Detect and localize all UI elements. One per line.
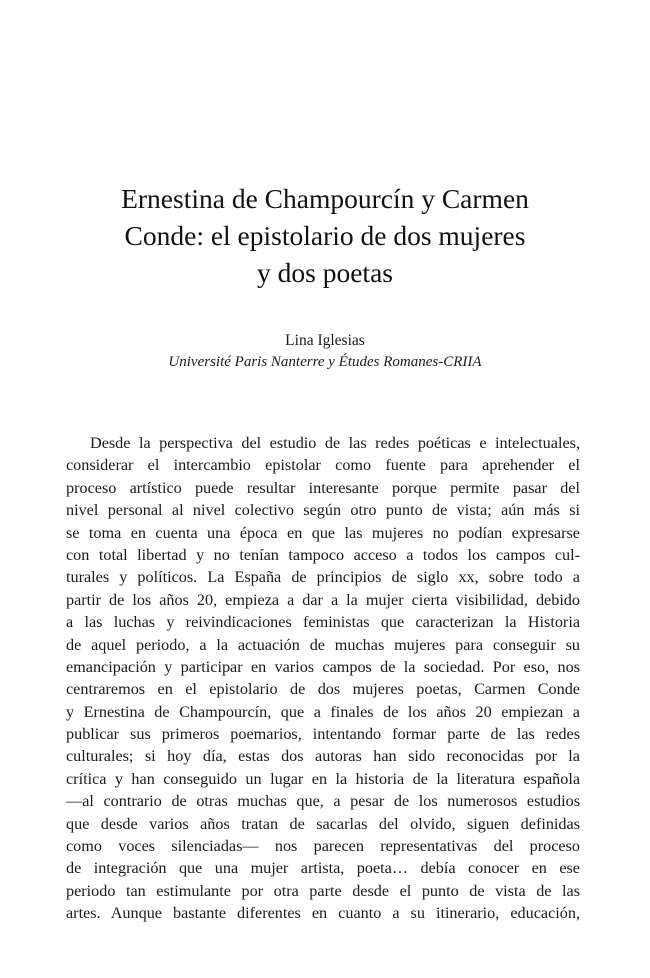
paragraph-line: emancipación y participar en varios campos de la sociedad. Por eso, nos bbox=[66, 657, 580, 676]
title-line: Ernestina de Champourcín y Carmen bbox=[121, 183, 529, 214]
paragraph-line: y Ernestina de Champourcín, que a finales de los años 20 empiezan a bbox=[66, 702, 580, 721]
paragraph-line: de integración que una mujer artista, poeta… debía conocer en ese bbox=[66, 859, 580, 878]
paragraph-line: partir de los años 20, empieza a dar a la mujer cierta visibilidad, debido bbox=[66, 590, 580, 609]
paragraph-line: Desde la perspectiva del estudio de las redes poéticas e intelectuales, bbox=[90, 434, 580, 452]
paragraph-line: periodo tan estimulante por otra parte desde el punto de vista de las bbox=[66, 881, 580, 900]
title-line: y dos poetas bbox=[257, 257, 393, 288]
paragraph-line: proceso artístico puede resultar interesante porque permite pasar del bbox=[66, 478, 580, 497]
paragraph-line: con total libertad y no tenían tampoco acceso a todos los campos cul- bbox=[66, 545, 580, 564]
paragraph-line: centraremos en el epistolario de dos mujeres poetas, Carmen Conde bbox=[66, 680, 580, 699]
paragraph-line: crítica y han conseguido un lugar en la historia de la literatura española bbox=[66, 769, 580, 788]
paragraph-line: considerar el intercambio epistolar como fuente para aprehender el bbox=[66, 456, 580, 475]
paragraph-line: turales y políticos. La España de principios de siglo xx, sobre todo a bbox=[66, 568, 580, 587]
title-line: Conde: el epistolario de dos mujeres bbox=[124, 220, 526, 251]
paragraph-line: a las luchas y reivindicaciones feministas que caracterizan la Historia bbox=[66, 613, 580, 632]
paragraph-line: publicar sus primeros poemarios, intentando formar parte de las redes bbox=[66, 725, 580, 744]
paragraph-line: artes. Aunque bastante diferentes en cuanto a su itinerario, educación, bbox=[66, 904, 580, 923]
author-affiliation: Université Paris Nanterre y Études Romanes-CRIIA bbox=[168, 354, 482, 370]
paragraph-line: de aquel periodo, a la actuación de muchas mujeres para conseguir su bbox=[66, 635, 580, 654]
paragraph-line: se toma en cuenta una época en que las mujeres no podían expresarse bbox=[66, 523, 580, 542]
paragraph-line: como voces silenciadas— nos parecen representativas del proceso bbox=[66, 837, 580, 856]
author-name: Lina Iglesias bbox=[285, 332, 365, 349]
paragraph-line: nivel personal al nivel colectivo según otro punto de vista; aún más si bbox=[66, 501, 580, 520]
paragraph-line: culturales; si hoy día, estas dos autoras han sido reconocidas por la bbox=[66, 747, 580, 766]
paragraph-line: —al contrario de otras muchas que, a pesar de los numerosos estudios bbox=[66, 792, 580, 811]
body-paragraph bbox=[66, 432, 580, 925]
article-title bbox=[70, 180, 580, 291]
paragraph-line: que desde varios años tratan de sacarlas del olvido, siguen definidas bbox=[66, 814, 580, 833]
